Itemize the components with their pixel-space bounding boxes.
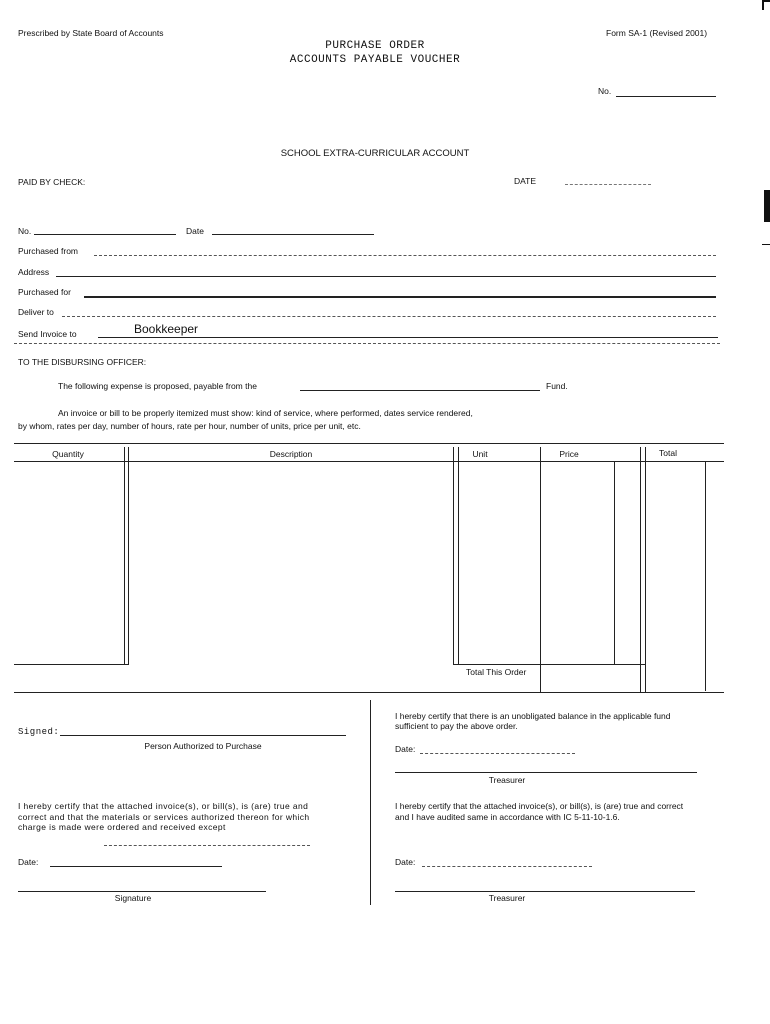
except-field[interactable] <box>104 845 310 846</box>
deliver-to-label: Deliver to <box>18 307 54 317</box>
purchased-for-label: Purchased for <box>18 287 71 297</box>
date-right-2-label: Date: <box>395 857 416 867</box>
deliver-to-field[interactable] <box>62 316 716 317</box>
cert-right-2: I hereby certify that the attached invoice(s), or bill(s), is (are) true and correct and I have audited same in accordance with IC 5-11-10-1.6. <box>395 801 684 822</box>
date-right-1-label: Date: <box>395 744 416 754</box>
treasurer-2-line[interactable] <box>395 891 695 892</box>
disbursing-line1: The following expense is proposed, payable from the <box>58 381 257 391</box>
col-divider-qty-b <box>128 447 129 665</box>
purchased-from-label: Purchased from <box>18 246 78 256</box>
corner-mark <box>762 0 770 10</box>
check-no-label: No. <box>18 226 32 236</box>
col-header-price: Price <box>559 449 579 459</box>
paid-by-check-label: PAID BY CHECK: <box>18 177 86 187</box>
col-divider-unit <box>540 447 541 692</box>
col-divider-price-inner <box>614 461 615 665</box>
date-left-field[interactable] <box>50 866 222 867</box>
check-date-field[interactable] <box>212 234 374 235</box>
check-date-label: Date <box>186 226 204 236</box>
voucher-no-field[interactable] <box>616 96 716 97</box>
form-id: Form SA-1 (Revised 2001) <box>606 28 708 38</box>
form-title-line2: ACCOUNTS PAYABLE VOUCHER <box>289 54 461 66</box>
col-header-description: Description <box>269 449 313 459</box>
table-header-rule <box>14 461 724 462</box>
address-label: Address <box>18 267 50 277</box>
signoff-divider <box>370 700 371 905</box>
signed-label: Signed: <box>18 727 60 737</box>
signature-label: Signature <box>114 893 152 903</box>
table-bottom-rule-left <box>14 664 129 665</box>
disbursing-heading: TO THE DISBURSING OFFICER: <box>18 357 147 367</box>
section-divider-1 <box>14 343 720 344</box>
col-header-unit: Unit <box>472 449 488 459</box>
send-invoice-label: Send Invoice to <box>18 329 77 339</box>
person-authorized-label: Person Authorized to Purchase <box>144 741 262 751</box>
col-divider-total-inner <box>705 461 706 691</box>
address-field[interactable] <box>56 276 716 277</box>
date-right-1-field[interactable] <box>420 753 575 754</box>
signed-field[interactable] <box>60 735 346 736</box>
col-divider-price <box>640 447 641 692</box>
col-divider-qty <box>124 447 125 665</box>
treasurer-1-label: Treasurer <box>488 775 526 785</box>
table-bottom-rule-right <box>453 664 645 665</box>
voucher-no-label: No. <box>598 86 612 96</box>
purchased-from-field[interactable] <box>94 255 716 256</box>
treasurer-2-label: Treasurer <box>488 893 526 903</box>
date-right-2-field[interactable] <box>422 866 592 867</box>
edge-tick <box>762 244 770 245</box>
send-invoice-field <box>98 337 718 338</box>
cert-right-1: I hereby certify that there is an unobligated balance in the applicable fund sufficient to pay the above order. <box>395 711 671 731</box>
fund-label: Fund. <box>546 381 568 391</box>
treasurer-1-line[interactable] <box>395 772 697 773</box>
date-upper-label: DATE <box>514 176 537 186</box>
table-top-rule <box>14 443 724 444</box>
col-header-total: Total <box>659 448 677 458</box>
fund-name-field[interactable] <box>300 390 540 391</box>
edge-mark <box>764 190 770 222</box>
check-no-field[interactable] <box>34 234 176 235</box>
table-end-rule <box>14 692 724 693</box>
section-title: SCHOOL EXTRA-CURRICULAR ACCOUNT <box>280 148 470 159</box>
col-divider-price-b <box>645 447 646 692</box>
date-upper-field[interactable] <box>565 184 651 185</box>
col-header-quantity: Quantity <box>52 449 84 459</box>
purchased-for-field[interactable] <box>84 296 716 298</box>
cert-left: I hereby certify that the attached invoice(s), or bill(s), is (are) true and correct and that the materials or services authorized thereon for which charge is made were ordered and received except <box>18 801 310 832</box>
total-this-order-label: Total This Order <box>466 667 527 677</box>
prescribed-by: Prescribed by State Board of Accounts <box>18 28 164 38</box>
col-divider-desc-b <box>458 447 459 665</box>
invoice-instruction-line1: An invoice or bill to be properly itemized must show: kind of service, where performed, dates service rendered, <box>58 408 473 418</box>
col-divider-desc <box>453 447 454 665</box>
date-left-label: Date: <box>18 857 39 867</box>
send-invoice-value[interactable]: Bookkeeper <box>134 322 199 336</box>
form-title-line1: PURCHASE ORDER <box>325 40 425 52</box>
invoice-instruction-line2: by whom, rates per day, number of hours, rate per hour, number of units, price per unit, etc. <box>18 421 361 431</box>
signature-line[interactable] <box>18 891 266 892</box>
